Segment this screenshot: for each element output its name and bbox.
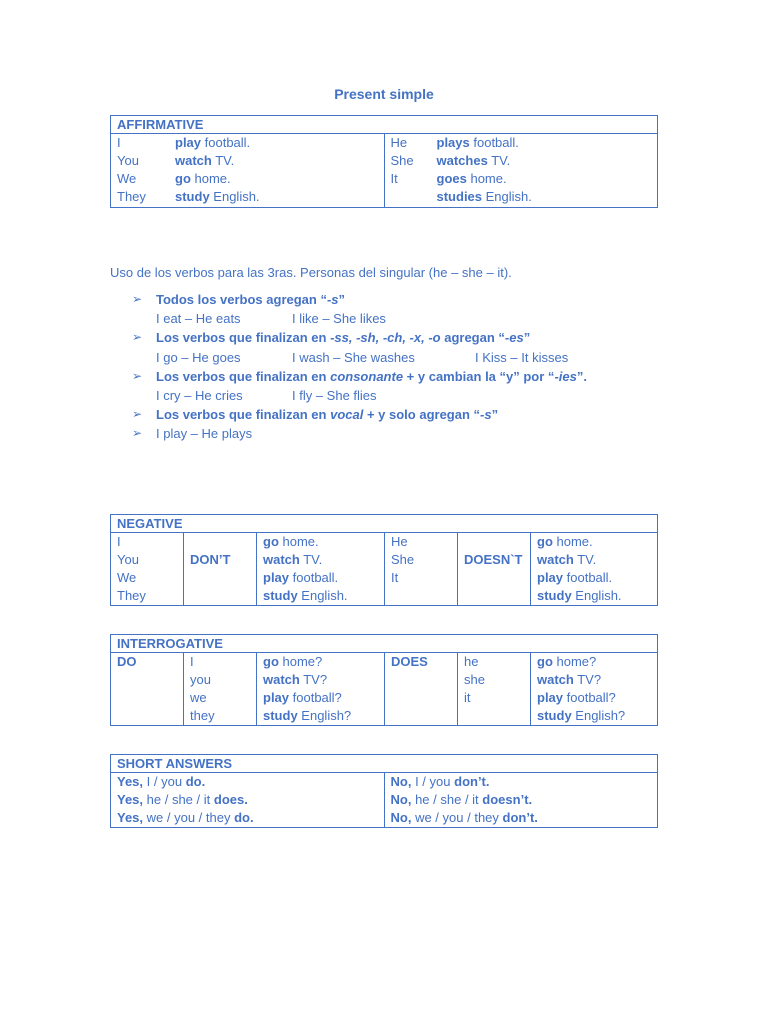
subject: I xyxy=(190,654,194,669)
auxiliary: DO xyxy=(117,654,137,669)
no-answers-cell xyxy=(384,773,658,828)
arrow-bullet-icon: ➢ xyxy=(132,292,143,306)
example: I wash – She washes xyxy=(292,350,415,365)
rule-suffix: -es xyxy=(504,330,524,345)
rule-suffix: vocal xyxy=(330,407,364,422)
answer-subject: he / she / it xyxy=(146,792,211,807)
answer-aux: doesn’t. xyxy=(482,792,533,807)
complement: TV. xyxy=(303,552,323,567)
short-answers-table xyxy=(110,754,658,828)
subject: They xyxy=(117,588,146,603)
subjects-cell xyxy=(184,653,257,726)
complement: TV. xyxy=(577,552,597,567)
verb: watches xyxy=(436,153,488,168)
complement: home. xyxy=(556,534,593,549)
verb: watch xyxy=(263,672,300,687)
answer-aux: do. xyxy=(185,774,206,789)
subjects-cell xyxy=(385,533,458,606)
aux-cell xyxy=(184,533,257,606)
complement: football? xyxy=(566,690,616,705)
verbs-cell xyxy=(257,533,385,606)
aux-cell xyxy=(385,653,458,726)
verb: go xyxy=(537,654,553,669)
rule-text: + y solo agregan “ xyxy=(363,407,481,422)
rule-text: Los verbos que finalizan en xyxy=(156,407,331,422)
rule-text: Los verbos que finalizan en xyxy=(156,369,331,384)
complement: home? xyxy=(556,654,597,669)
answer-subject: I / you xyxy=(415,774,451,789)
verb: play xyxy=(175,135,202,150)
arrow-bullet-icon: ➢ xyxy=(132,330,143,344)
answer-word: Yes, xyxy=(117,792,144,807)
verb: go xyxy=(537,534,553,549)
subject: they xyxy=(190,708,215,723)
example: I like – She likes xyxy=(292,311,386,326)
affirmative-row xyxy=(391,134,652,152)
complement: TV? xyxy=(303,672,328,687)
subject: I xyxy=(117,135,121,150)
rule-item xyxy=(132,407,587,426)
answer-subject: we / you / they xyxy=(415,810,499,825)
rule-text: ” xyxy=(491,407,499,422)
rules-list xyxy=(132,292,587,445)
affirmative-row xyxy=(117,188,378,206)
affirmative-row xyxy=(391,152,652,170)
rule-text: agregan “ xyxy=(440,330,505,345)
verbs-cell xyxy=(531,533,658,606)
complement: home? xyxy=(282,654,323,669)
aux-cell xyxy=(111,653,184,726)
interrogative-table xyxy=(110,634,658,726)
negative-table xyxy=(110,514,658,606)
rule-text: + y cambian la “y” por “ xyxy=(403,369,555,384)
answer-subject: we / you / they xyxy=(146,810,231,825)
subject: It xyxy=(390,171,398,186)
complement: TV? xyxy=(577,672,602,687)
verb: studies xyxy=(436,189,483,204)
subject: we xyxy=(190,690,207,705)
complement: home. xyxy=(470,171,507,186)
complement: home. xyxy=(282,534,319,549)
subject: They xyxy=(117,189,146,204)
verb: plays xyxy=(436,135,470,150)
verb: go xyxy=(263,534,279,549)
complement: English? xyxy=(575,708,626,723)
subject: You xyxy=(117,153,139,168)
rule-examples xyxy=(132,311,587,330)
answer-row xyxy=(117,809,378,827)
verb: study xyxy=(175,189,210,204)
subjects-cell xyxy=(458,653,531,726)
rule-item xyxy=(132,426,587,445)
rule-suffix: -s xyxy=(480,407,492,422)
complement: football? xyxy=(292,690,342,705)
subjects-cell xyxy=(111,533,184,606)
rules-intro: Uso de los verbos para las 3ras. Personas del singular (he – she – it). xyxy=(110,265,512,280)
rule-text: ” xyxy=(523,330,531,345)
verb: play xyxy=(537,690,564,705)
affirmative-left-cell xyxy=(111,134,385,208)
complement: football. xyxy=(292,570,339,585)
verb: study xyxy=(263,708,298,723)
verb: play xyxy=(263,570,290,585)
answer-word: Yes, xyxy=(117,810,144,825)
rule-examples xyxy=(132,388,587,407)
rule-suffix: -ss, -sh, -ch, -x, -o xyxy=(330,330,441,345)
affirmative-right-cell xyxy=(384,134,658,208)
affirmative-header: AFFIRMATIVE xyxy=(111,116,658,134)
complement: English. xyxy=(213,189,260,204)
answer-subject: I / you xyxy=(146,774,183,789)
short-answers-header: SHORT ANSWERS xyxy=(111,755,658,773)
verb: go xyxy=(263,654,279,669)
affirmative-row xyxy=(391,188,652,206)
affirmative-row xyxy=(117,170,378,188)
subject: He xyxy=(390,135,408,150)
interrogative-header: INTERROGATIVE xyxy=(111,635,658,653)
answer-aux: do. xyxy=(234,810,254,825)
complement: English. xyxy=(485,189,532,204)
answer-word: No, xyxy=(390,774,412,789)
verbs-cell xyxy=(257,653,385,726)
rule-text: Los verbos que finalizan en xyxy=(156,330,331,345)
auxiliary: DOESN`T xyxy=(464,552,523,567)
complement: football. xyxy=(473,135,519,150)
subject: We xyxy=(117,570,137,585)
complement: home. xyxy=(194,171,231,186)
verb: study xyxy=(537,708,572,723)
complement: English. xyxy=(575,588,622,603)
answer-row xyxy=(391,773,652,791)
subject: We xyxy=(117,171,137,186)
verb: watch xyxy=(263,552,300,567)
subject: She xyxy=(390,153,414,168)
complement: TV. xyxy=(215,153,235,168)
subject: It xyxy=(391,570,399,585)
subject: she xyxy=(464,672,485,687)
verb: play xyxy=(537,570,564,585)
subject: it xyxy=(464,690,471,705)
answer-aux: don’t. xyxy=(502,810,538,825)
rule-item xyxy=(132,292,587,311)
negative-header: NEGATIVE xyxy=(111,515,658,533)
example: I go – He goes xyxy=(156,350,241,365)
verb: go xyxy=(175,171,191,186)
example: I play – He plays xyxy=(156,426,253,441)
auxiliary: DOES xyxy=(391,654,428,669)
rule-item xyxy=(132,330,587,350)
affirmative-row xyxy=(117,134,378,152)
auxiliary: DON’T xyxy=(190,552,231,567)
subject: You xyxy=(117,552,139,567)
subject: he xyxy=(464,654,479,669)
answer-subject: he / she / it xyxy=(415,792,479,807)
page-title: Present simple xyxy=(334,86,434,102)
complement: English. xyxy=(301,588,348,603)
rule-item xyxy=(132,369,587,388)
verb: study xyxy=(537,588,572,603)
answer-word: No, xyxy=(390,810,412,825)
verb: goes xyxy=(436,171,467,186)
verb: play xyxy=(263,690,290,705)
verb: study xyxy=(263,588,298,603)
complement: football. xyxy=(204,135,251,150)
example: I cry – He cries xyxy=(156,388,243,403)
answer-row xyxy=(117,773,378,791)
rule-examples xyxy=(132,350,587,369)
complement: English? xyxy=(301,708,352,723)
rule-text: ” xyxy=(338,292,346,307)
verb: watch xyxy=(175,153,212,168)
rule-suffix: -s xyxy=(326,292,339,307)
complement: TV. xyxy=(491,153,511,168)
answer-row xyxy=(117,791,378,809)
subject: I xyxy=(117,534,121,549)
rule-suffix: -ies xyxy=(554,369,577,384)
subject: you xyxy=(190,672,211,687)
arrow-bullet-icon: ➢ xyxy=(132,426,143,440)
complement: football. xyxy=(566,570,613,585)
answer-aux: does. xyxy=(213,792,248,807)
affirmative-row xyxy=(117,152,378,170)
subject: She xyxy=(391,552,415,567)
rule-text: Todos los verbos agregan “ xyxy=(156,292,327,307)
answer-row xyxy=(391,809,652,827)
rule-suffix: consonante xyxy=(330,369,404,384)
yes-answers-cell xyxy=(111,773,385,828)
affirmative-row xyxy=(391,170,652,188)
answer-word: No, xyxy=(390,792,412,807)
verbs-cell xyxy=(531,653,658,726)
arrow-bullet-icon: ➢ xyxy=(132,369,143,383)
aux-cell xyxy=(458,533,531,606)
verb: watch xyxy=(537,552,574,567)
answer-row xyxy=(391,791,652,809)
verb: watch xyxy=(537,672,574,687)
example: I fly – She flies xyxy=(292,388,377,403)
subject: He xyxy=(391,534,408,549)
arrow-bullet-icon: ➢ xyxy=(132,407,143,421)
answer-word: Yes, xyxy=(117,774,144,789)
rule-text: ”. xyxy=(576,369,587,384)
affirmative-table xyxy=(110,115,658,208)
example: I Kiss – It kisses xyxy=(475,350,569,365)
answer-aux: don’t. xyxy=(454,774,490,789)
example: I eat – He eats xyxy=(156,311,241,326)
